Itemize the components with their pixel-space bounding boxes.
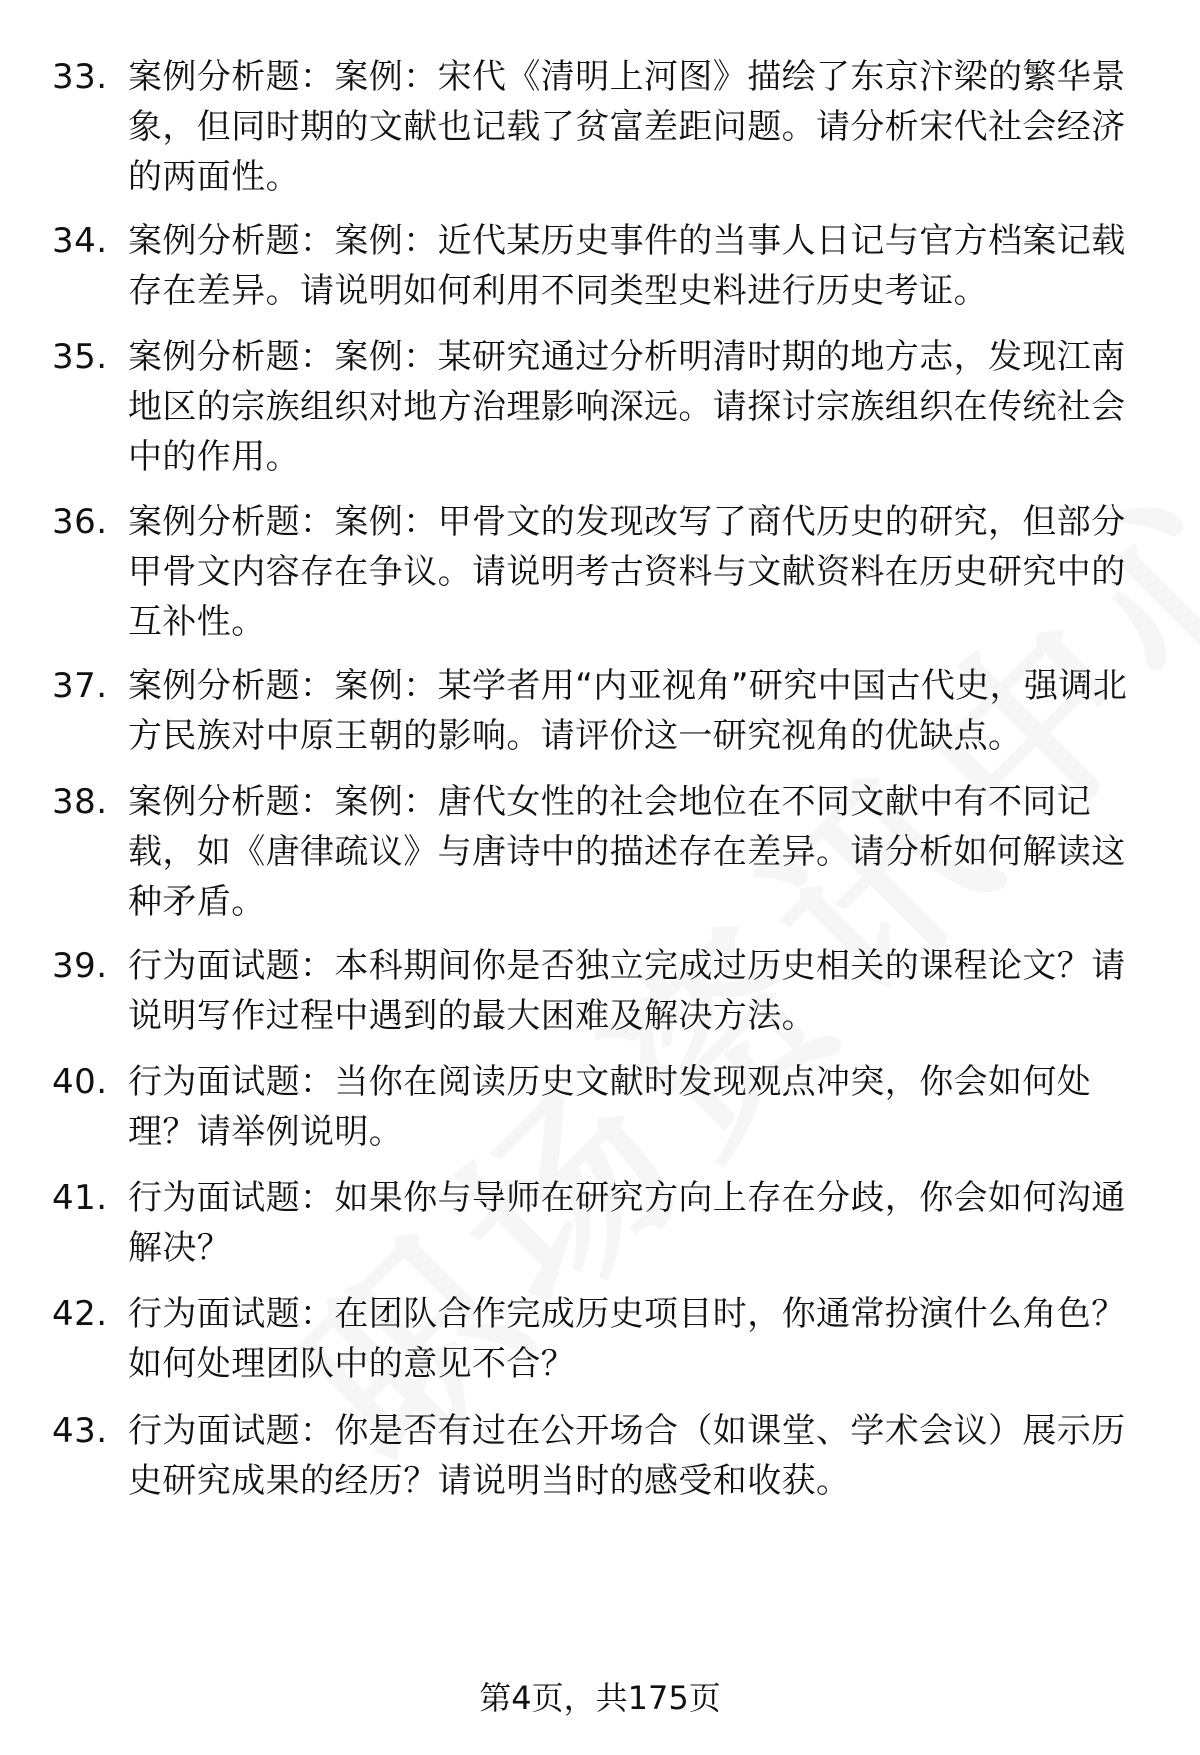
question-text: 案例分析题：案例：宋代《清明上河图》描绘了东京汴梁的繁华景象，但同时期的文献也记载了贫富差距问题。请分析宋代社会经济的两面性。 — [128, 57, 1126, 197]
question-text: 行为面试题：当你在阅读历史文献时发现观点冲突，你会如何处理？请举例说明。 — [128, 1062, 1092, 1152]
question-text: 案例分析题：案例：唐代女性的社会地位在不同文献中有不同记载，如《唐律疏议》与唐诗中的描述存在差异。请分析如何解读这种矛盾。 — [128, 782, 1126, 922]
question-text: 案例分析题：案例：近代某历史事件的当事人日记与官方档案记载存在差异。请说明如何利用不同类型史料进行历史考证。 — [128, 221, 1126, 311]
question-number: 34. — [52, 221, 108, 261]
question-number: 37. — [52, 666, 108, 706]
question-number: 39. — [52, 946, 108, 986]
question-number: 41. — [52, 1178, 108, 1218]
question-text: 行为面试题：你是否有过在公开场合（如课堂、学术会议）展示历史研究成果的经历？请说明当时的感受和收获。 — [128, 1411, 1126, 1501]
question-number: 42. — [52, 1294, 108, 1334]
question-text: 案例分析题：案例：某研究通过分析明清时期的地方志，发现江南地区的宗族组织对地方治理影响深远。请探讨宗族组织在传统社会中的作用。 — [128, 337, 1126, 477]
question-text: 案例分析题：案例：某学者用“内亚视角”研究中国古代史，强调北方民族对中原王朝的影响。请评价这一研究视角的优缺点。 — [128, 666, 1128, 756]
question-text: 案例分析题：案例：甲骨文的发现改写了商代历史的研究，但部分甲骨文内容存在争议。请说明考古资料与文献资料在历史研究中的互补性。 — [128, 502, 1126, 642]
question-number: 40. — [52, 1062, 108, 1102]
question-number: 36. — [52, 502, 108, 542]
question-number: 35. — [52, 337, 108, 377]
question-number: 33. — [52, 57, 108, 97]
page-indicator: 第4页，共175页 — [479, 1679, 721, 1717]
question-text: 行为面试题：本科期间你是否独立完成过历史相关的课程论文？请说明写作过程中遇到的最大困难及解决方法。 — [128, 946, 1126, 1036]
question-number: 38. — [52, 782, 108, 822]
question-number: 43. — [52, 1411, 108, 1451]
question-text: 行为面试题：在团队合作完成历史项目时，你通常扮演什么角色？如何处理团队中的意见不合？ — [128, 1294, 1126, 1384]
question-text: 行为面试题：如果你与导师在研究方向上存在分歧，你会如何沟通解决？ — [128, 1178, 1126, 1268]
